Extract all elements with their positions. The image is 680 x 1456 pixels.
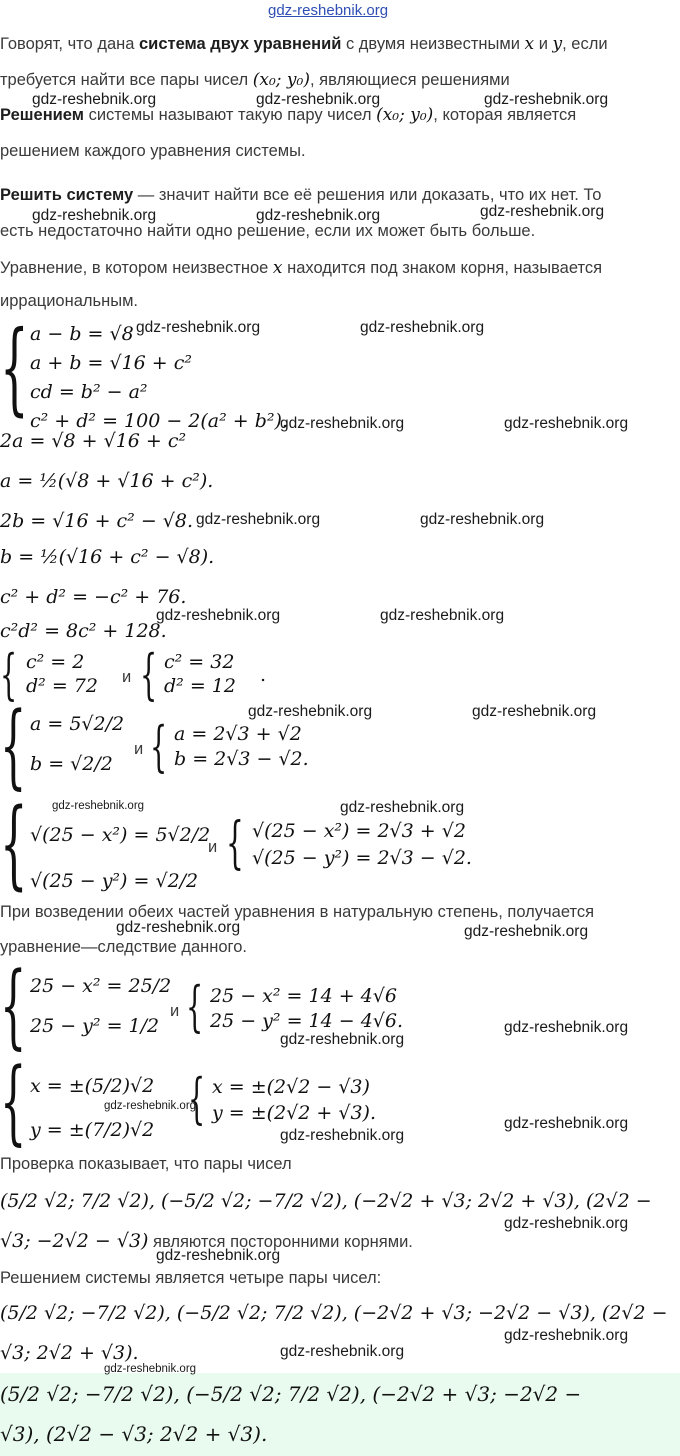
consequence-text: При возведении обеих частей уравнения в натуральную степень, получается (0, 903, 595, 921)
watermark: gdz-reshebnik.org (156, 1247, 281, 1264)
site-link[interactable]: gdz-reshebnik.org (268, 2, 389, 19)
definition-system-line2: требуется найти все пары чисел (x₀; y₀), являющиеся решениями (0, 70, 510, 90)
watermark: gdz-reshebnik.org (340, 799, 465, 816)
system-2-right: c² = 32 d² = 12 (164, 651, 236, 697)
check-label: Проверка показывает, что пары чисел (0, 1155, 292, 1173)
equation-product: c²d² = 8c² + 128. (0, 620, 167, 642)
watermark: gdz-reshebnik.org (504, 1019, 629, 1036)
watermark: gdz-reshebnik.org (504, 1327, 629, 1344)
watermark: gdz-reshebnik.org (464, 923, 589, 940)
equation-2b: 2b = √16 + c² − √8. (0, 510, 194, 532)
watermark: gdz-reshebnik.org (256, 91, 381, 108)
solution-pairs-line2: √3; 2√2 + √3). (0, 1342, 139, 1364)
system-1-eq4: c² + d² = 100 − 2(a² + b²). (30, 410, 288, 432)
system-1 (30, 320, 288, 436)
conjunction: и (170, 1002, 180, 1020)
definition-system: Говорят, что дана система двух уравнений с двумя неизвестными x и y, если (0, 34, 608, 54)
definition-solve-line2: есть недостаточно найти одно решение, если их может быть больше. (0, 222, 536, 240)
left-brace: { (0, 643, 18, 706)
system-3-right: a = 2√3 + √2 b = 2√3 − √2. (174, 723, 309, 770)
left-brace: { (0, 1048, 27, 1155)
watermark: gdz-reshebnik.org (504, 1115, 629, 1132)
left-brace: { (150, 715, 168, 778)
left-brace: { (186, 975, 204, 1038)
watermark: gdz-reshebnik.org (420, 511, 545, 528)
system-4-left: √(25 − x²) = 5√2/2 √(25 − y²) = √2/2 (30, 824, 211, 892)
conjunction: и (208, 838, 218, 856)
watermark: gdz-reshebnik.org (472, 703, 597, 720)
watermark: gdz-reshebnik.org (32, 91, 157, 108)
solution-label: Решением системы является четыре пары чисел: (0, 1269, 382, 1287)
left-brace: { (0, 788, 28, 900)
system-1-eq3: cd = b² − a² (30, 381, 148, 403)
system-5-left: 25 − x² = 25/2 25 − y² = 1/2 (30, 975, 172, 1037)
watermark: gdz-reshebnik.org (52, 800, 145, 812)
left-brace: { (226, 811, 244, 876)
watermark: gdz-reshebnik.org (360, 319, 485, 336)
system-2-left: c² = 2 d² = 72 (26, 651, 98, 697)
watermark: gdz-reshebnik.org (196, 511, 321, 528)
watermark: gdz-reshebnik.org (480, 203, 605, 220)
system-4-right: √(25 − x²) = 2√3 + √2 √(25 − y²) = 2√3 − √2. (252, 820, 472, 869)
definition-solution-line2: решением каждого уравнения системы. (0, 142, 306, 160)
equation-2a: 2a = √8 + √16 + c² (0, 430, 187, 452)
left-brace: { (140, 643, 158, 706)
watermark: gdz-reshebnik.org (32, 207, 157, 224)
watermark: gdz-reshebnik.org (504, 415, 629, 432)
equation-b: b = ½(√16 + c² − √8). (0, 546, 215, 568)
watermark: gdz-reshebnik.org (280, 1343, 405, 1360)
definition-irrational-line2: иррациональным. (0, 292, 139, 310)
system-1-eq2: a + b = √16 + c² (30, 352, 193, 374)
answer-line1: (5/2 √2; −7/2 √2), (−5/2 √2; 7/2 √2), (−2√2 + √3; −2√2 − (0, 1382, 582, 1406)
watermark: gdz-reshebnik.org (504, 1215, 629, 1232)
watermark: gdz-reshebnik.org (484, 91, 609, 108)
solution-pairs: (5/2 √2; −7/2 √2), (−5/2 √2; 7/2 √2), (−2√2 + √3; −2√2 − √3), (2√2 − (0, 1302, 668, 1324)
watermark: gdz-reshebnik.org (256, 207, 381, 224)
watermark: gdz-reshebnik.org (380, 607, 505, 624)
watermark: gdz-reshebnik.org (156, 607, 281, 624)
answer-line2: √3), (2√2 − √3; 2√2 + √3). (0, 1422, 268, 1446)
equation-sum: c² + d² = −c² + 76. (0, 586, 187, 608)
definition-solution: Решением системы называют такую пару чисел (x₀; y₀), которая является (0, 105, 577, 125)
watermark: gdz-reshebnik.org (280, 415, 405, 432)
system-5-right: 25 − x² = 14 + 4√6 25 − y² = 14 − 4√6. (210, 985, 404, 1032)
watermark: gdz-reshebnik.org (280, 1031, 405, 1048)
watermark: gdz-reshebnik.org (136, 319, 261, 336)
check-pairs-line2: √3; −2√2 − √3) являются посторонними корнями. (0, 1230, 413, 1252)
definition-irrational: Уравнение, в котором неизвестное x находится под знаком корня, называется (0, 258, 603, 278)
left-brace: { (0, 692, 27, 799)
left-brace: { (0, 309, 29, 426)
left-brace: { (188, 1067, 206, 1130)
definition-solve: Решить систему — значит найти все её решения или доказать, что их нет. То (0, 186, 602, 204)
left-brace: { (0, 952, 27, 1059)
conjunction: и (134, 740, 144, 758)
watermark: gdz-reshebnik.org (280, 1127, 405, 1144)
check-pairs: (5/2 √2; 7/2 √2), (−5/2 √2; −7/2 √2), (−2√2 + √3; 2√2 + √3), (2√2 − (0, 1190, 652, 1212)
system-2-end: . (260, 664, 267, 686)
watermark: gdz-reshebnik.org (104, 1363, 197, 1375)
system-6-right: x = ±(2√2 − √3) y = ±(2√2 + √3). (212, 1076, 376, 1124)
conjunction: и (122, 668, 132, 686)
system-6-left: x = ±(5/2)√2 y = ±(7/2)√2 (30, 1075, 155, 1141)
watermark: gdz-reshebnik.org (116, 919, 241, 936)
watermark: gdz-reshebnik.org (104, 1100, 197, 1112)
system-3-left: a = 5√2/2 b = √2/2 (30, 713, 125, 775)
consequence-text-line2: уравнение—следствие данного. (0, 938, 247, 956)
watermark: gdz-reshebnik.org (248, 703, 373, 720)
system-1-eq1: a − b = √8 (30, 323, 134, 345)
equation-a: a = ½(√8 + √16 + c²). (0, 470, 214, 492)
